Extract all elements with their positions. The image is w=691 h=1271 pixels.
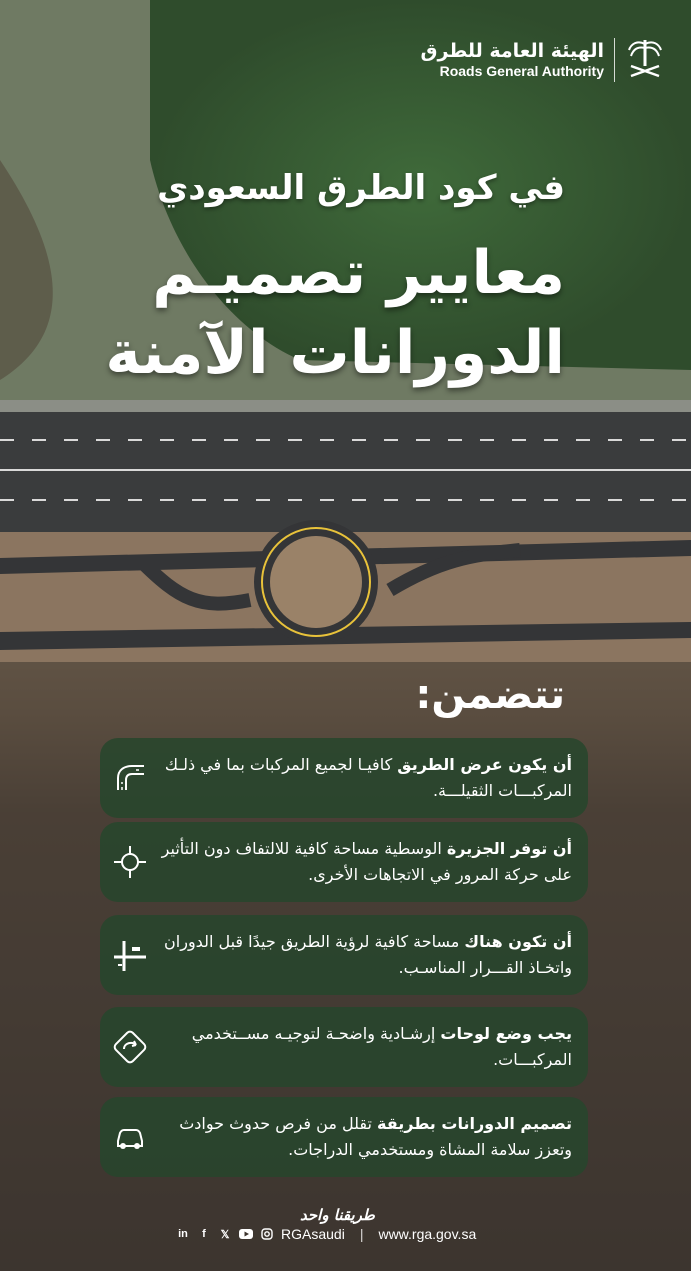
includes-label: تتضمن: bbox=[415, 672, 565, 718]
headline-line-3: الدورانات الآمنة bbox=[105, 318, 565, 388]
intersection-icon bbox=[112, 937, 148, 973]
road-width-icon bbox=[112, 760, 148, 796]
youtube-icon[interactable] bbox=[239, 1227, 253, 1241]
criteria-text: أن توفر الجزيرة الوسطية مساحة كافية للالتفاف دون التأثير على حركة المرور في الاتجاهات الأخرى. bbox=[161, 839, 572, 884]
roundabout-icon bbox=[112, 844, 148, 880]
brand-name-arabic: الهيئة العامة للطرق bbox=[420, 40, 604, 62]
criteria-text: أن يكون عرض الطريق كافيـا لجميع المركبات بما في ذلـك المركبـــات الثقيلـــة. bbox=[164, 755, 572, 800]
criteria-card-3 bbox=[100, 915, 588, 995]
facebook-icon[interactable]: f bbox=[202, 1228, 206, 1240]
criteria-card-2 bbox=[100, 822, 588, 902]
palm-swords-emblem-icon bbox=[625, 36, 665, 84]
criteria-text: تصميم الدورانات بطريقة تقلل من فرص حدوث حوادث وتعزز سلامة المشاة ومستخدمي الدراجات. bbox=[179, 1114, 572, 1159]
website-link[interactable]: www.rga.gov.sa bbox=[378, 1226, 477, 1242]
headline-line-1: في كود الطرق السعودي bbox=[157, 168, 565, 208]
car-icon bbox=[112, 1119, 148, 1155]
headline-line-2: معايير تصميـم bbox=[152, 238, 565, 308]
footer-bar bbox=[176, 1226, 476, 1242]
sign-icon bbox=[112, 1029, 148, 1065]
brand-name-english: Roads General Authority bbox=[439, 63, 604, 79]
footer-separator: | bbox=[359, 1226, 364, 1242]
logo-divider bbox=[614, 38, 615, 82]
social-handle[interactable]: RGAsaudi bbox=[281, 1226, 345, 1242]
criteria-text: يجب وضع لوحات إرشـادية واضحـة لتوجيـه مســتخدمي المركبـــات. bbox=[191, 1024, 572, 1069]
linkedin-icon[interactable]: in bbox=[178, 1228, 188, 1240]
criteria-card-5 bbox=[100, 1097, 588, 1177]
instagram-icon[interactable] bbox=[260, 1227, 274, 1241]
criteria-text: أن تكون هناك مساحة كافية لرؤية الطريق جيدًا قبل الدوران واتخـاذ القـــرار المناسـب. bbox=[164, 932, 572, 977]
rga-logo bbox=[421, 36, 665, 84]
tagline-logo: طريقنا واحد bbox=[300, 1206, 375, 1224]
criteria-card-4 bbox=[100, 1007, 588, 1087]
criteria-card-1 bbox=[100, 738, 588, 818]
x-icon[interactable]: 𝕏 bbox=[220, 1228, 230, 1241]
